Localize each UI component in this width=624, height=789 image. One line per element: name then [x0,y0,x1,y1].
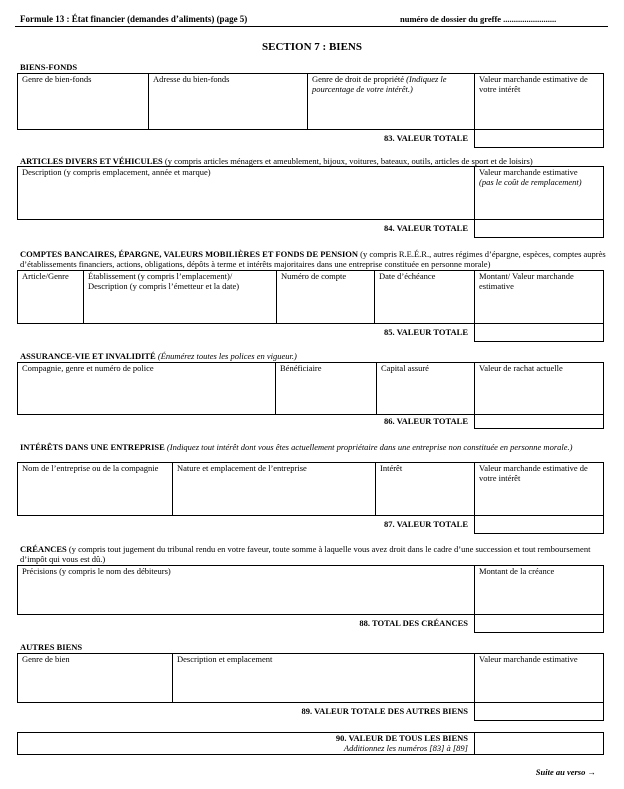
real-estate-value-field[interactable] [475,74,604,130]
business-heading-title: INTÉRÊTS DANS UNE ENTREPRISE [20,442,165,452]
real-estate-ownership-note: (Indiquez le pourcentage de votre intérêt.) [312,74,447,94]
real-estate-value-label: Valeur marchande estimative de votre intérêt [479,74,588,94]
misc-table [17,166,604,238]
bank-heading-title: COMPTES BANCAIRES, ÉPARGNE, VALEURS MOBILIÈRES ET FONDS DE PENSION [20,249,359,259]
business-interest-label: Intérêt [380,463,403,473]
insurance-heading-title: ASSURANCE-VIE ET INVALIDITÉ [20,351,156,361]
real-estate-address-label: Adresse du bien-fonds [153,74,230,84]
real-estate-ownership-field[interactable] [308,74,475,130]
misc-value-field[interactable] [475,167,604,220]
other-description-field[interactable] [173,654,475,703]
form-title: Formule 13 : État financier (demandes d’aliments) (page 5) [20,14,248,24]
bank-type-field[interactable] [18,271,84,324]
misc-value-label: Valeur marchande estimative [479,167,578,177]
section-title: SECTION 7 : BIENS [262,41,362,53]
total-83-field[interactable] [475,130,604,148]
bank-maturity-label: Date d’échéance [379,271,436,281]
total-84-label: 84. VALEUR TOTALE [18,220,475,238]
real-estate-heading: BIENS-FONDS [20,62,78,72]
insurance-table [17,362,604,429]
debts-heading [20,545,595,565]
bank-heading-note: (y compris R.E.É.R., autres régimes d’épargne, espèces, comptes auprès d’établissements financiers, actions, obligations, dépôts à terme et intérêts majoritaires dans une entreprise constituée en personne morale) [20,249,606,269]
real-estate-type-label: Genre de bien-fonds [22,74,92,84]
misc-value-note: (pas le coût de remplacement) [479,176,582,187]
bank-institution-label: Établissement (y compris l’emplacement)/ Description (y compris l’émetteur et la date) [88,271,240,291]
header-rule [15,26,608,27]
insurance-face-amount-label: Capital assuré [381,363,429,373]
total-88-label: 88. TOTAL DES CRÉANCES [18,615,475,633]
bank-table [17,270,604,342]
total-83-label: 83. VALEUR TOTALE [18,130,475,148]
insurance-cash-value-field[interactable] [475,363,604,415]
other-table [17,653,604,721]
other-value-label: Valeur marchande estimative [479,654,578,664]
file-number-label: numéro de dossier du greffe ......................... [400,14,557,24]
grand-total-table [17,732,604,755]
business-table [17,462,604,534]
other-description-label: Description et emplacement [177,654,273,664]
insurance-company-field[interactable] [18,363,276,415]
total-90-note: Additionnez les numéros [83] à [89] [343,742,468,753]
business-value-label: Valeur marchande estimative de votre intérêt [479,463,588,483]
real-estate-address-field[interactable] [149,74,308,130]
business-nature-label: Nature et emplacement de l’entreprise [177,463,307,473]
insurance-heading-note: (Énumérez toutes les polices en vigueur.) [155,351,297,361]
real-estate-ownership-label: Genre de droit de propriété [312,74,407,84]
total-90-label: 90. VALEUR DE TOUS LES BIENS [335,733,468,744]
bank-institution-field[interactable] [84,271,277,324]
other-heading: AUTRES BIENS [20,642,83,652]
bank-amount-field[interactable] [475,271,604,324]
total-90-field[interactable] [475,733,604,755]
business-value-field[interactable] [475,463,604,516]
misc-description-label: Description (y compris emplacement, année et marque) [22,167,211,177]
bank-maturity-field[interactable] [375,271,475,324]
total-87-field[interactable] [475,516,604,534]
real-estate-type-field[interactable] [18,74,149,130]
misc-heading-note: (y compris articles ménagers et ameublement, bijoux, voitures, bateaux, outils, articles de sport et de loisirs) [162,156,533,166]
other-type-field[interactable] [18,654,173,703]
other-value-field[interactable] [475,654,604,703]
insurance-cash-value-label: Valeur de rachat actuelle [479,363,563,373]
insurance-beneficiary-label: Bénéficiaire [280,363,322,373]
total-86-label: 86. VALEUR TOTALE [18,415,475,429]
bank-account-field[interactable] [277,271,375,324]
bank-amount-label: Montant/ Valeur marchande estimative [479,271,574,291]
insurance-beneficiary-field[interactable] [276,363,377,415]
business-heading-note: (Indiquez tout intérêt dont vous êtes actuellement propriétaire dans une entreprise non constituée en personne morale.) [164,442,573,452]
debts-details-label: Précisions (y compris le nom des débiteurs) [22,566,171,576]
business-heading [20,443,600,453]
business-interest-field[interactable] [376,463,475,516]
debts-heading-note: (y compris tout jugement du tribunal rendu en votre faveur, toute somme à laquelle vous avez droit dans le cadre d’une succession et tout remboursement d’impôt qui vous est dû.) [20,544,591,564]
total-89-field[interactable] [475,703,604,721]
business-nature-field[interactable] [173,463,376,516]
total-87-label: 87. VALEUR TOTALE [18,516,475,534]
bank-account-label: Numéro de compte [281,271,347,281]
misc-description-field[interactable] [18,167,475,220]
debts-amount-label: Montant de la créance [479,566,555,576]
debts-table [17,565,604,633]
insurance-face-amount-field[interactable] [377,363,475,415]
total-84-field[interactable] [475,220,604,238]
other-type-label: Genre de bien [22,654,70,664]
total-85-field[interactable] [475,324,604,342]
business-name-label: Nom de l’entreprise ou de la compagnie [22,463,159,473]
bank-heading [20,250,610,270]
debts-details-field[interactable] [18,566,475,615]
total-86-field[interactable] [475,415,604,429]
insurance-company-label: Compagnie, genre et numéro de police [22,363,154,373]
debts-heading-title: CRÉANCES [20,544,67,554]
insurance-heading [20,352,297,362]
total-90-label-cell [18,733,475,755]
real-estate-table [17,73,604,148]
business-name-field[interactable] [18,463,173,516]
total-89-label: 89. VALEUR TOTALE DES AUTRES BIENS [18,703,475,721]
debts-amount-field[interactable] [475,566,604,615]
total-85-label: 85. VALEUR TOTALE [18,324,475,342]
continued-on-back-link[interactable]: Suite au verso → [535,767,596,777]
bank-type-label: Article/Genre [22,271,69,281]
total-88-field[interactable] [475,615,604,633]
misc-heading-title: ARTICLES DIVERS ET VÉHICULES [20,156,163,166]
